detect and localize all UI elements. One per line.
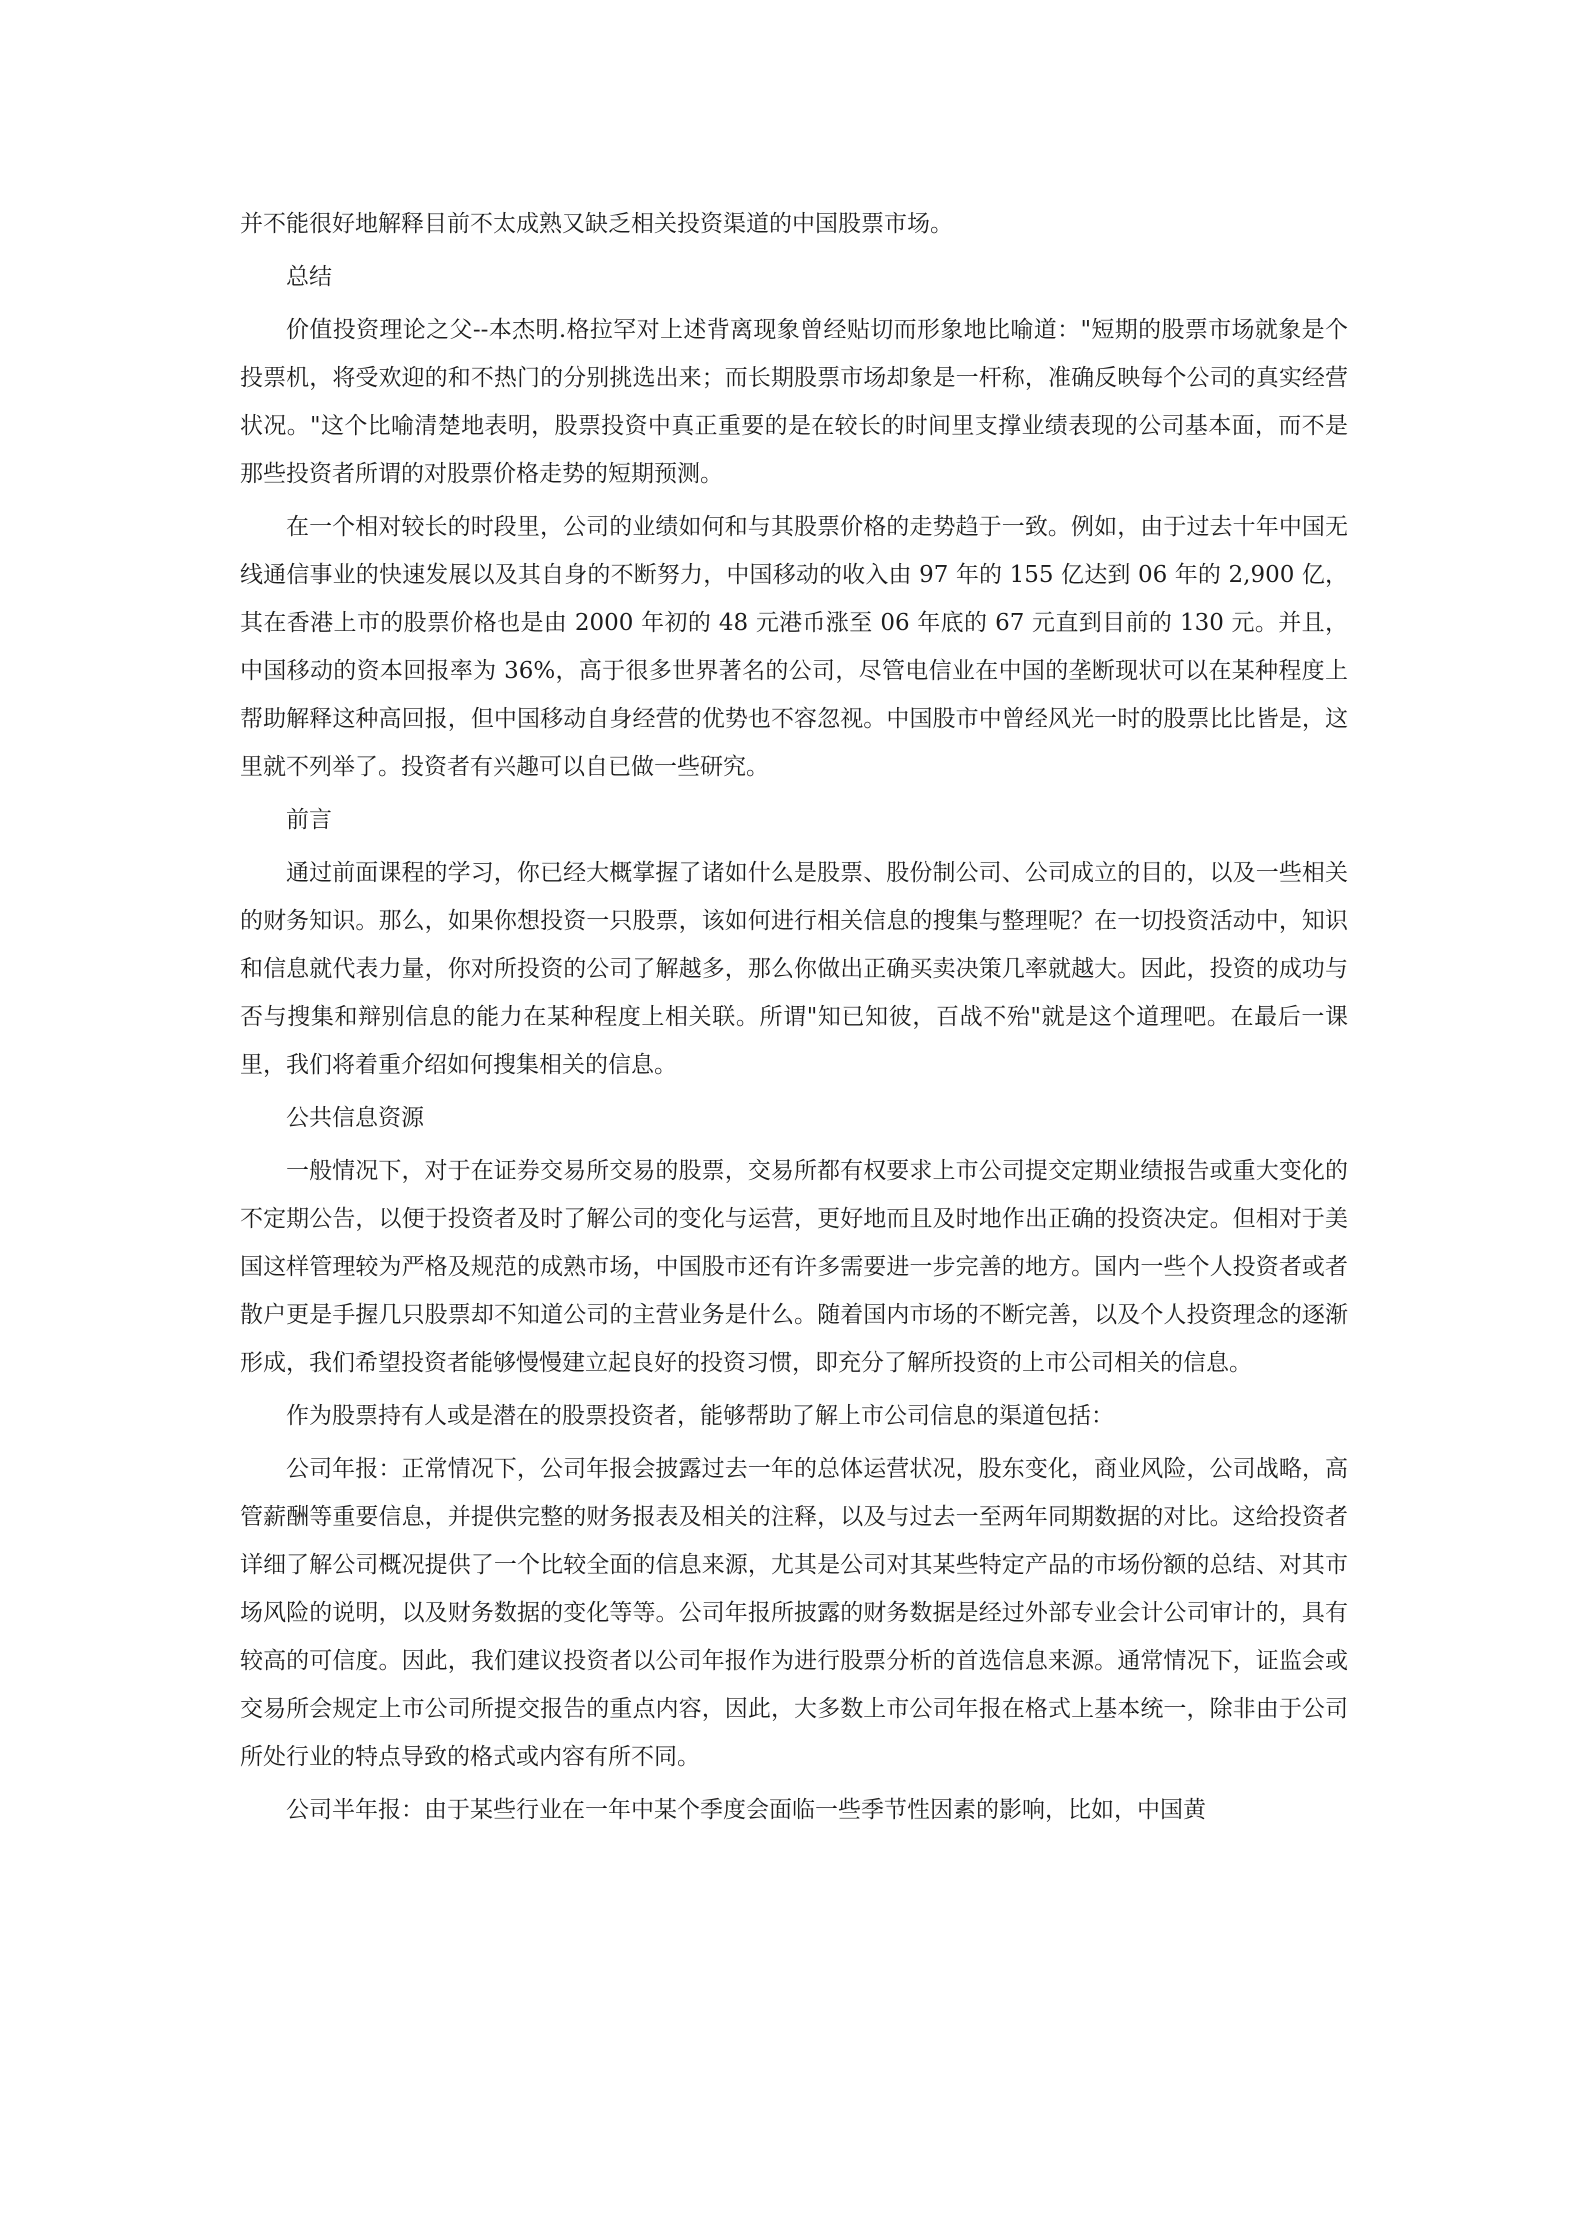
paragraph-info-channels: 作为股票持有人或是潜在的股票投资者，能够帮助了解上市公司信息的渠道包括：	[286, 1403, 1114, 1429]
document-page	[240, 200, 1348, 1839]
heading-public-info-sources: 公共信息资源	[286, 1105, 424, 1131]
paragraph-preface: 通过前面课程的学习，你已经大概掌握了诸如什么是股票、股份制公司、公司成立的目的，以及一些相关的财务知识。那么，如果你想投资一只股票，该如何进行相关信息的搜集与整理呢？在一切投资活动中，知识和信息就代表力量，你对所投资的公司了解越多，那么你做出正确买卖决策几率就越大。因此，投资的成功与否与搜集和辩别信息的能力在某种程度上相关联。所谓"知已知彼，百战不殆"就是这个道理吧。在最后一课里，我们将着重介绍如何搜集相关的信息。	[240, 860, 1348, 1078]
heading-summary: 总结	[286, 264, 332, 290]
heading-preface: 前言	[286, 807, 332, 833]
paragraph-graham-quote: 价值投资理论之父--本杰明.格拉罕对上述背离现象曾经贴切而形象地比喻道："短期的股票市场就象是个投票机，将受欢迎的和不热门的分别挑选出来；而长期股票市场却象是一杆称，准确反映每个公司的真实经营状况。"这个比喻清楚地表明，股票投资中真正重要的是在较长的时间里支撑业绩表现的公司基本面，而不是那些投资者所谓的对股票价格走势的短期预测。	[240, 317, 1348, 487]
paragraph-annual-report: 公司年报：正常情况下，公司年报会披露过去一年的总体运营状况，股东变化，商业风险，公司战略，高管薪酬等重要信息，并提供完整的财务报表及相关的注释，以及与过去一至两年同期数据的对比。这给投资者详细了解公司概况提供了一个比较全面的信息来源，尤其是公司对其某些特定产品的市场份额的总结、对其市场风险的说明，以及财务数据的变化等等。公司年报所披露的财务数据是经过外部专业会计公司审计的，具有较高的可信度。因此，我们建议投资者以公司年报作为进行股票分析的首选信息来源。通常情况下，证监会或交易所会规定上市公司所提交报告的重点内容，因此，大多数上市公司年报在格式上基本统一，除非由于公司所处行业的特点导致的格式或内容有所不同。	[240, 1456, 1348, 1770]
paragraph-intro-continuation: 并不能很好地解释目前不太成熟又缺乏相关投资渠道的中国股票市场。	[240, 211, 953, 237]
paragraph-china-mobile: 在一个相对较长的时段里，公司的业绩如何和与其股票价格的走势趋于一致。例如，由于过去十年中国无线通信事业的快速发展以及其自身的不断努力，中国移动的收入由 97 年的 155 亿达到 06 年的 2,900 亿，其在香港上市的股票价格也是由 2000 年初的 48 元港币涨至 06 年底的 67 元直到目前的 130 元。并且，中国移动的资本回报率为 36%，高于很多世界著名的公司，尽管电信业在中国的垄断现状可以在某种程度上帮助解释这种高回报，但中国移动自身经营的优势也不容忽视。中国股市中曾经风光一时的股票比比皆是，这里就不列举了。投资者有兴趣可以自已做一些研究。	[240, 514, 1348, 780]
paragraph-exchange-requirements: 一般情况下，对于在证券交易所交易的股票，交易所都有权要求上市公司提交定期业绩报告或重大变化的不定期公告，以便于投资者及时了解公司的变化与运营，更好地而且及时地作出正确的投资决定。但相对于美国这样管理较为严格及规范的成熟市场，中国股市还有许多需要进一步完善的地方。国内一些个人投资者或者散户更是手握几只股票却不知道公司的主营业务是什么。随着国内市场的不断完善，以及个人投资理念的逐渐形成，我们希望投资者能够慢慢建立起良好的投资习惯，即充分了解所投资的上市公司相关的信息。	[240, 1158, 1348, 1376]
paragraph-semiannual-report: 公司半年报：由于某些行业在一年中某个季度会面临一些季节性因素的影响，比如，中国黄	[286, 1797, 1206, 1823]
